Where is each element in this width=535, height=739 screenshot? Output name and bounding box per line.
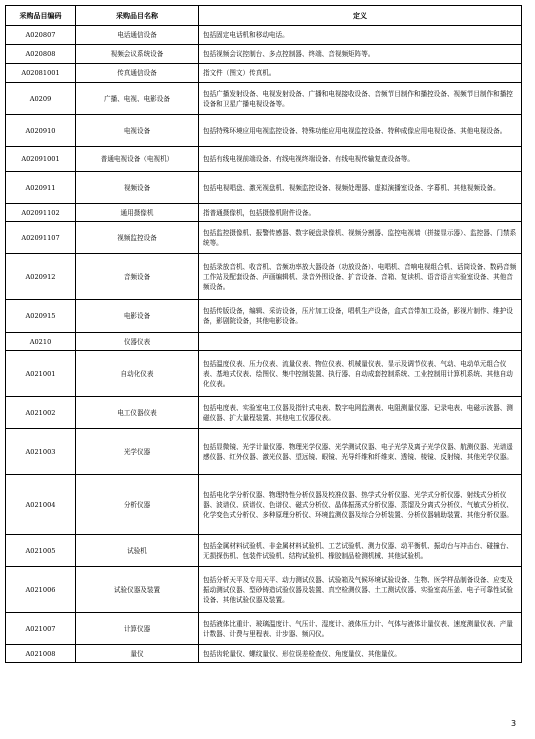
definition-cell: 指文件（图文）传真机。 [199, 64, 522, 83]
definition-cell: 包括传版设备，编辑、采访设备，压片加工设备，唱机生产设备，盒式音带加工设备，影视片制作、维护设备，影剧院设备，其他电影设备。 [199, 300, 522, 333]
definition-cell: 包括显微镜、光学计量仪器、物理光学仪器、光学测试仪器、电子光学及离子光学仪器、航测仪器、光谱遥感仪器、红外仪器、激光仪器、望远镜、眼镜、光导纤维和纤维束、透镜、棱镜、反射镜、其他光学仪器。 [199, 429, 522, 475]
name-cell: 计算仪器 [76, 613, 199, 645]
definition-cell: 包括录放音机、收音机、音频功率放大器设备（功放设备）、电唱机、音响电视组合机、话筒设备、数码音频工作站及配套设备、声画编辑机、录音外围设备、扩音设备、音箱、复读机、语音语言实验室设备、其他音频设备。 [199, 254, 522, 300]
definition-cell: 包括金属材料试验机、非金属材料试验机、工艺试验机、测力仪器、动平衡机、振动台与冲击台、碰撞台、无损探伤机、包装件试验机、结构试验机、橡胶制品检测机械、其他试验机。 [199, 535, 522, 567]
table-row [6, 333, 522, 351]
table-row [6, 535, 522, 567]
code-cell: A021006 [6, 567, 76, 613]
table-row [6, 147, 522, 172]
name-cell: 分析仪器 [76, 475, 199, 535]
code-cell: A02081001 [6, 64, 76, 83]
table-row [6, 26, 522, 45]
definition-cell: 包括齿轮量仪、螺纹量仪、形位误差检查仪、角度量仪、其他量仪。 [199, 645, 522, 663]
name-cell: 电视设备 [76, 115, 199, 147]
code-cell: A021004 [6, 475, 76, 535]
table-row [6, 64, 522, 83]
name-cell: 传真通信设备 [76, 64, 199, 83]
table-row [6, 115, 522, 147]
name-cell: 音频设备 [76, 254, 199, 300]
table-row [6, 45, 522, 64]
name-cell: 电工仪器仪表 [76, 397, 199, 429]
name-cell: 广播、电视、电影设备 [76, 83, 199, 115]
name-cell: 视频监控设备 [76, 222, 199, 254]
code-cell: A020915 [6, 300, 76, 333]
table-row [6, 83, 522, 115]
definition-cell: 包括温度仪表、压力仪表、流量仪表、物位仪表、机械量仪表、显示及调节仪表、气动、电动单元组合仪表、基地式仪表、绘图仪、集中控制装置、执行器、自动成套控制系统、工业控制用计算机系统、其他自动化仪表。 [199, 351, 522, 397]
name-cell: 通用摄像机 [76, 204, 199, 222]
name-cell: 普通电视设备（电视机） [76, 147, 199, 172]
definition-cell: 包括液体比重计、玻璃温度计、气压计、湿度计、液体压力计、气体与液体计量仪表、速度测量仪表、产量计数器、计费与里程表、计步器、频闪仪。 [199, 613, 522, 645]
table-row [6, 172, 522, 204]
name-cell: 自动化仪表 [76, 351, 199, 397]
code-cell: A02091001 [6, 147, 76, 172]
table-row [6, 645, 522, 663]
header-name: 采购品目名称 [76, 6, 199, 26]
code-cell: A020807 [6, 26, 76, 45]
table-row [6, 475, 522, 535]
definition-cell: 包括广播发射设备、电视发射设备、广播和电视接收设备、音频节目制作和播控设备、视频节目制作和播控设备和卫星广播电视设备等。 [199, 83, 522, 115]
code-cell: A02091107 [6, 222, 76, 254]
code-cell: A021003 [6, 429, 76, 475]
table-row [6, 429, 522, 475]
name-cell: 视频会议系统设备 [76, 45, 199, 64]
header-code: 采购品目编码 [6, 6, 76, 26]
definition-cell: 包括监控摄像机、报警传感器、数字硬盘录像机、视频分割器、监控电视墙（拼接显示器）、监控器、门禁系统等。 [199, 222, 522, 254]
definition-cell: 包括电视唱盘、激光视盘机、视频监控设备、视频处理器、虚拟演播室设备、字幕机、其他视频设备。 [199, 172, 522, 204]
code-cell: A021001 [6, 351, 76, 397]
definition-cell: 包括电度表、实验室电工仪器及指针式电表、数字电网监测表、电阻测量仪器、记录电表、电磁示波器、测磁仪器、扩大量程装置、其他电工仪器仪表。 [199, 397, 522, 429]
definition-cell: 包括有线电视前端设备、有线电视终端设备、有线电视传输复查设备等。 [199, 147, 522, 172]
definition-cell: 包括分析天平及专用天平、动力测试仪器、试验箱及气候环境试验设备、生物、医学样品制备设备、应变及振动测试仪器、型砂铸造试验仪器及装置、真空检测仪器、土工测试仪器、实验室高压釜、电子可靠性试验设备、其他试验仪器及装置。 [199, 567, 522, 613]
header-definition: 定义 [199, 6, 522, 26]
code-cell: A021002 [6, 397, 76, 429]
code-cell: A021008 [6, 645, 76, 663]
name-cell: 光学仪器 [76, 429, 199, 475]
table-row [6, 254, 522, 300]
code-cell: A020912 [6, 254, 76, 300]
code-cell: A021005 [6, 535, 76, 567]
name-cell: 电话通信设备 [76, 26, 199, 45]
table-body [6, 26, 522, 663]
code-cell: A021007 [6, 613, 76, 645]
name-cell: 试验机 [76, 535, 199, 567]
code-cell: A020808 [6, 45, 76, 64]
header-row [6, 6, 522, 26]
code-cell: A020911 [6, 172, 76, 204]
definition-cell: 包括固定电话机和移动电话。 [199, 26, 522, 45]
table-row [6, 351, 522, 397]
table-row [6, 204, 522, 222]
code-cell: A0210 [6, 333, 76, 351]
page-number: 3 [511, 719, 517, 728]
name-cell: 仪器仪表 [76, 333, 199, 351]
table-row [6, 222, 522, 254]
code-cell: A0209 [6, 83, 76, 115]
name-cell: 电影设备 [76, 300, 199, 333]
definition-cell: 包括特殊环境应用电视监控设备、特殊功能应用电视监控设备、特种成像应用电视设备、其他电视设备。 [199, 115, 522, 147]
table-row [6, 613, 522, 645]
code-cell: A02091102 [6, 204, 76, 222]
definition-cell: 包括视频会议控制台、多点控制器、终端、音视频矩阵等。 [199, 45, 522, 64]
table-row [6, 300, 522, 333]
table-row [6, 567, 522, 613]
code-cell: A020910 [6, 115, 76, 147]
name-cell: 量仪 [76, 645, 199, 663]
definition-cell: 包括电化学分析仪器、物理特性分析仪器及校准仪器、热学式分析仪器、光学式分析仪器、射线式分析仪器、波谱仪、质谱仪、色谱仪、磁式分析仪、晶体振荡式分析仪器、蒸馏及分离式分析仪、气敏式分析仪、化学变色式分析仪、多种原理分析仪、环境监测仪器及综合分析装置、分析仪器辅助装置、其他分析仪器。 [199, 475, 522, 535]
table-row [6, 397, 522, 429]
definition-cell: 指普通摄像机，包括摄像机附件设备。 [199, 204, 522, 222]
procurement-table [5, 5, 522, 663]
definition-cell [199, 333, 522, 351]
name-cell: 视频设备 [76, 172, 199, 204]
name-cell: 试验仪器及装置 [76, 567, 199, 613]
